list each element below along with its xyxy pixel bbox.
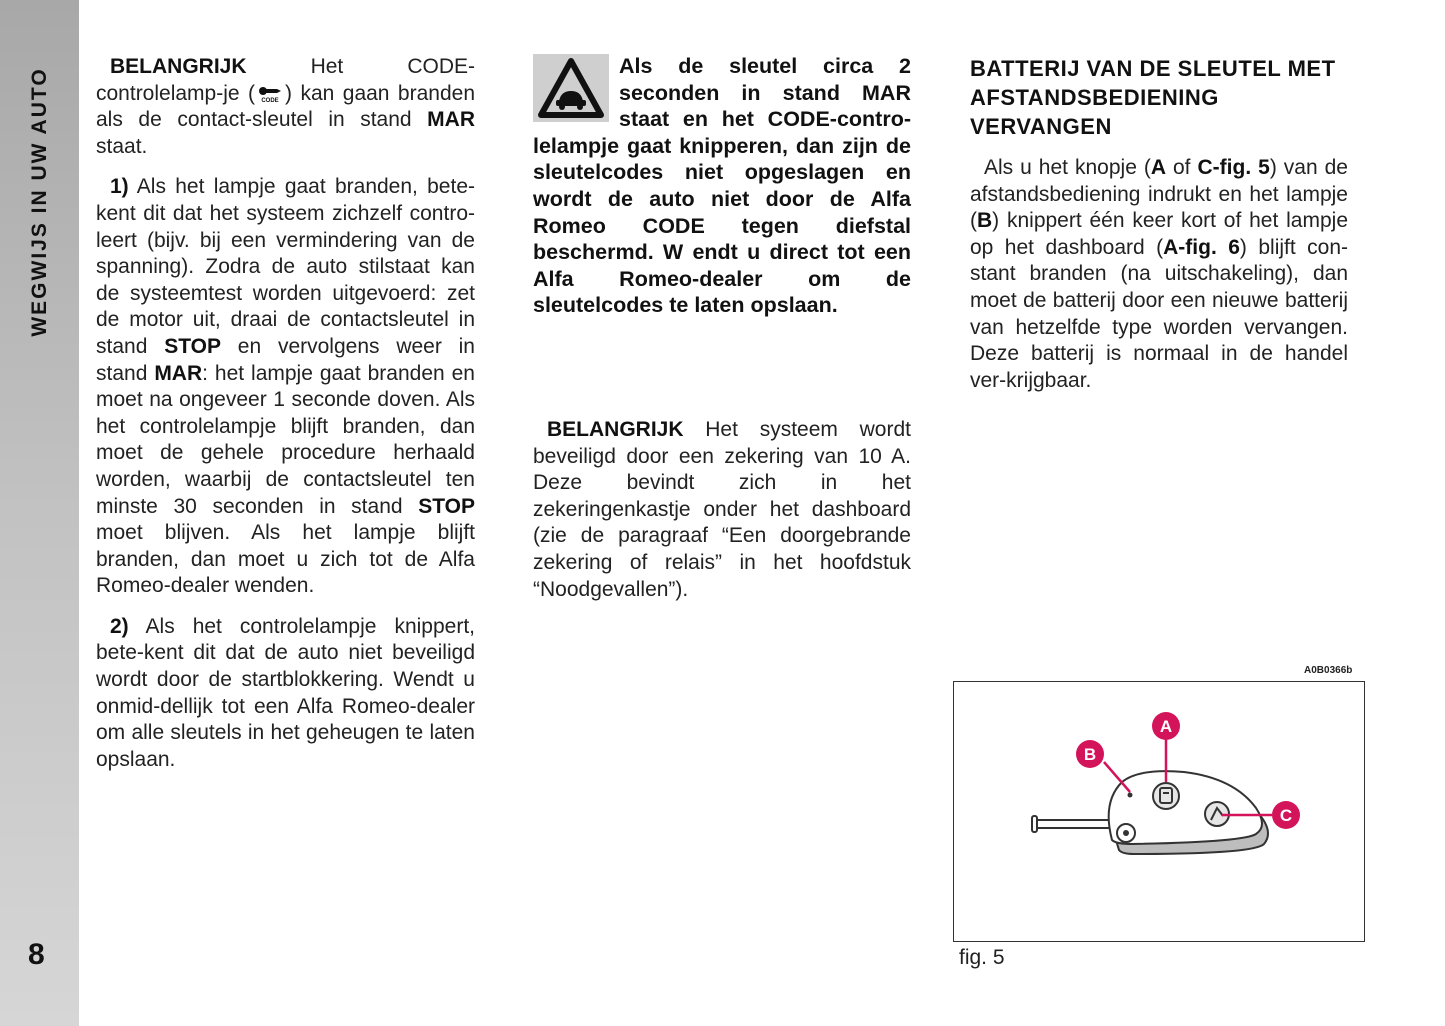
text: of [1166,156,1198,179]
text: Het systeem wordt beveiligd door een zekering van 10 A. Deze bevindt zich in het zekeringenkastje onder het dashboard (zie de paragraaf “Een doorgebrande zekering of relais” in het hoofdstuk “Noodgevallen”). [533,417,911,601]
warning-text: Als de sleutel circa 2 seconden in stand MAR staat en het CODE-contro-lelampje gaat knipperen, dan zijn de sleutelcodes niet opgeslagen en wordt de auto niet door de Alfa Romeo CODE tegen diefstal beschermd. W endt u direct tot een Alfa Romeo-dealer om de sleutelcodes te laten opslaan. [533,54,911,318]
bold-ref: A [1150,156,1167,179]
text: : het lampje gaat branden en moet na ongeveer 1 seconde doven. Als het controlelampje blijft branden, dan moet de gehele procedure herhaald worden, waarbij de contactsleutel ten minste 30 seconden in stand [96,361,475,518]
bold-stop: STOP [164,334,221,358]
paragraph-important-fuse [533,417,911,603]
label-a: A [1159,717,1173,736]
text: Als het controlelampje knippert, bete-kent dit dat de auto niet beveiligd wordt door de startblokkering. Wendt u onmid-dellijk tot een Alfa Romeo-dealer om alle sleutels in het geheugen te laten opslaan. [96,614,475,771]
label-b: B [1083,745,1097,764]
text: ) knippert één keer kort of het lampje op het dashboard ( [970,209,1348,259]
bold-ref: A-fig. 6 [1163,235,1240,259]
text: ) kan gaan branden als de contact-sleutel in stand [96,81,475,132]
step-number: 2) [110,614,129,638]
section-heading: BATTERIJ VAN DE SLEUTEL MET AFSTANDSBEDIENING VERVANGEN [970,56,1336,139]
bold-mar: MAR [427,108,475,132]
label-c: C [1279,806,1293,825]
section-title-vertical: WEGWIJS IN UW AUTO [28,67,51,337]
paragraph-battery [970,155,1348,394]
text: ) blijft con-stant branden (na uitschakeling), dan moet de batterij door een nieuwe batterij van hetzelfde type worden vervangen. Deze batterij is normaal in de handel ver-krijgbaar. [970,235,1349,392]
text: ) van de afstandsbediening indrukt en het lampje ( [970,156,1348,233]
sidebar [0,0,79,1026]
bold-important: BELANGRIJK [547,417,684,441]
bold-stop: STOP [418,494,475,518]
figure-remote-key [953,681,1365,942]
code-icon-label: CODE [261,97,279,103]
column-1 [96,54,475,787]
text: en vervolgens weer in stand [96,334,475,385]
bold-ref: C-fig. 5 [1197,156,1270,179]
text: staat. [96,134,148,158]
remote-key-illustration [954,682,1364,941]
figure-caption: fig. 5 [959,946,1005,969]
bold-mar: MAR [154,361,203,385]
bold-important: BELANGRIJK [110,55,247,78]
paragraph-important-code [96,54,475,160]
text: Als het lampje gaat branden, bete-kent dit dat het systeem zichzelf contro-leert (bijv. bij een vermindering van de spanning). Zodra de auto stilstaat kan de systeemtest worden uitgevoerd: zet de motor uit, draai de contactsleutel in stand [96,175,475,358]
text: Het CODE-controlelamp-je ( [96,55,475,105]
code-key-icon [255,85,285,103]
text: moet blijven. Als het lampje blijft branden, dan moet u zich tot de Alfa Romeo-dealer wenden. [96,521,475,598]
text: Als u het knopje ( [984,156,1151,179]
warning-car-icon [533,54,609,122]
paragraph-step-2 [96,614,475,774]
column-2 [533,53,911,617]
step-number: 1) [110,175,129,199]
figure-code: A0B0366b [1304,665,1353,676]
paragraph-step-1 [96,174,475,600]
page-number: 8 [28,938,45,971]
column-3 [970,54,1348,408]
bold-ref: B [977,209,993,233]
warning-block [533,53,911,319]
